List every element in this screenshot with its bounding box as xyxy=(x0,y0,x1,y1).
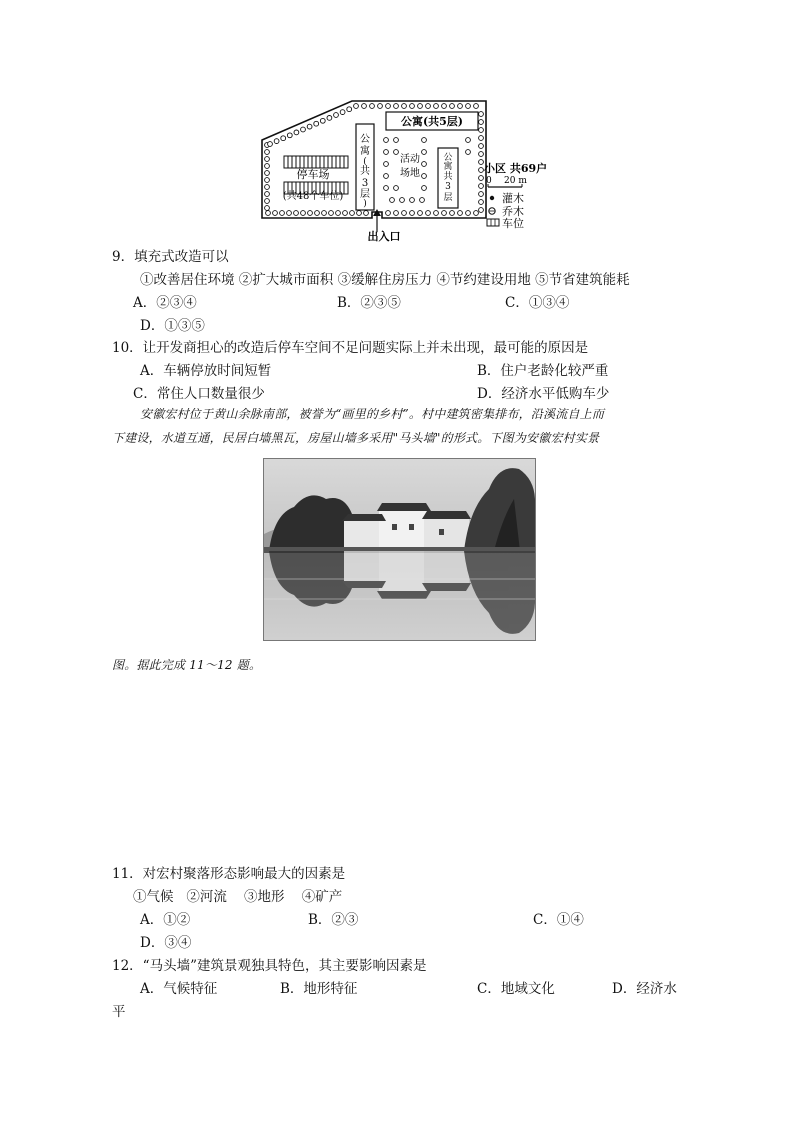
tree-symbol xyxy=(394,186,399,191)
q9-option-b[interactable]: B．②③⑤ xyxy=(337,295,401,311)
tree-symbol xyxy=(273,211,278,216)
tree-symbol xyxy=(327,116,332,121)
tree-symbol xyxy=(390,198,395,203)
apartment-right-label-3: 共 xyxy=(443,172,453,182)
tree-symbol xyxy=(280,211,285,216)
tree-symbol xyxy=(400,198,405,203)
q10-option-a[interactable]: A．车辆停放时间短暂 xyxy=(140,363,272,379)
tree-symbol xyxy=(402,104,407,109)
tree-symbol xyxy=(334,113,339,118)
tree-symbol xyxy=(265,206,270,211)
tree-symbol xyxy=(410,198,415,203)
tree-symbol xyxy=(343,211,348,216)
q11-stem: 11．对宏村聚落形态影响最大的因素是 xyxy=(112,866,346,882)
parking-lot xyxy=(283,156,348,202)
apartment-top-label: 公寓(共5层) xyxy=(400,115,464,128)
tree-symbol xyxy=(450,104,455,109)
scale-zero: 0 xyxy=(486,176,492,186)
entrance-label: 出入口 xyxy=(367,230,401,243)
q9-option-a[interactable]: A．②③④ xyxy=(133,295,197,311)
tree-symbol xyxy=(479,152,484,157)
tree-symbol xyxy=(442,104,447,109)
tree-symbol xyxy=(265,171,270,176)
tree-symbol xyxy=(394,138,399,143)
tree-symbol xyxy=(320,118,325,123)
q10-option-c[interactable]: C．常住人口数量很少 xyxy=(133,386,265,402)
tree-symbol xyxy=(394,104,399,109)
legend-tree-label: 乔木 xyxy=(502,205,524,218)
tree-symbol xyxy=(386,104,391,109)
tree-symbol xyxy=(458,211,463,216)
tree-symbol xyxy=(458,104,463,109)
tree-symbol xyxy=(265,199,270,204)
tree-symbol xyxy=(265,164,270,169)
tree-symbol xyxy=(434,211,439,216)
tree-symbol xyxy=(466,104,471,109)
passage-line-2: 下建设，水道互通，民居白墙黑瓦，房屋山墙多采用"马头墙"的形式。下图为安徽宏村实景 xyxy=(112,431,600,445)
tree-symbol xyxy=(386,211,391,216)
tree-symbol xyxy=(422,186,427,191)
tree-symbol xyxy=(410,211,415,216)
q10-stem: 10．让开发商担心的改造后停车空间不足问题实际上并未出现，最可能的原因是 xyxy=(112,340,589,356)
tree-symbol xyxy=(274,139,279,144)
legend-shrub-label: 灌木 xyxy=(502,192,524,205)
tree-symbol xyxy=(294,211,299,216)
q9-choices: ①改善居住环境 ②扩大城市面积 ③缓解住房压力 ④节约建设用地 ⑤节省建筑能耗 xyxy=(140,272,630,288)
q12-option-d-continued: 平 xyxy=(112,1004,126,1020)
tree-symbol xyxy=(354,104,359,109)
tree-symbol xyxy=(329,211,334,216)
tree-symbol xyxy=(479,208,484,213)
tree-symbol xyxy=(434,104,439,109)
tree-symbol xyxy=(287,211,292,216)
tree-symbol xyxy=(474,211,479,216)
tree-symbol xyxy=(466,211,471,216)
legend-parking-symbol xyxy=(487,219,499,226)
tree-symbol xyxy=(384,162,389,167)
q9-option-d[interactable]: D．①③⑤ xyxy=(140,318,205,334)
households-label: 小区 共69户 xyxy=(484,162,548,175)
tree-symbol xyxy=(479,184,484,189)
tree-symbol xyxy=(402,211,407,216)
tree-symbol xyxy=(422,162,427,167)
tree-symbol xyxy=(281,136,286,141)
community-map-svg xyxy=(258,100,548,245)
tree-symbol xyxy=(466,150,471,155)
tree-symbol xyxy=(442,211,447,216)
tree-symbol xyxy=(364,211,369,216)
q12-option-c[interactable]: C．地域文化 xyxy=(477,981,555,997)
q12-option-a[interactable]: A．气候特征 xyxy=(140,981,218,997)
q9-stem: 9．填充式改造可以 xyxy=(112,249,229,265)
tree-symbol xyxy=(340,110,345,115)
q11-option-d[interactable]: D．③④ xyxy=(140,935,192,951)
apartment-right-label-4: 3 xyxy=(445,182,451,192)
apartment-right-label-0: 公 xyxy=(443,153,453,163)
tree-symbol xyxy=(479,192,484,197)
tree-symbol xyxy=(426,211,431,216)
q9-option-c[interactable]: C．①③④ xyxy=(505,295,570,311)
tree-symbol xyxy=(479,200,484,205)
hongcun-village-photo xyxy=(263,458,536,641)
parking-title: 停车场 xyxy=(296,168,330,181)
tree-symbol xyxy=(268,142,273,147)
tree-symbol xyxy=(418,211,423,216)
apartment-left-label-6: ) xyxy=(363,199,367,209)
q10-option-d[interactable]: D．经济水平低购车少 xyxy=(477,386,610,402)
apartment-right-label-1: 寓 xyxy=(443,162,453,172)
q11-option-c[interactable]: C．①④ xyxy=(533,912,584,928)
tree-symbol xyxy=(422,138,427,143)
tree-symbol xyxy=(350,211,355,216)
tree-symbol xyxy=(479,128,484,133)
tree-symbol xyxy=(266,211,271,216)
q11-option-a[interactable]: A．①② xyxy=(140,912,191,928)
tree-symbol xyxy=(301,211,306,216)
tree-symbol xyxy=(315,211,320,216)
tree-symbol xyxy=(384,174,389,179)
tree-symbol xyxy=(294,130,299,135)
apartment-left-label-5: 层 xyxy=(360,189,370,200)
apartment-right-label-5: 层 xyxy=(443,193,453,203)
q11-choices: ①气候 ②河流 ③地形 ④矿产 xyxy=(133,889,343,905)
tree-symbol xyxy=(479,176,484,181)
tree-symbol xyxy=(322,211,327,216)
tree-symbol xyxy=(307,124,312,129)
q12-stem: 12．“马头墙”建筑景观独具特色，其主要影响因素是 xyxy=(112,958,427,974)
tree-symbol xyxy=(479,112,484,117)
tree-symbol xyxy=(265,178,270,183)
apartment-left-label-0: 公 xyxy=(360,134,370,145)
passage-line-3: 图。据此完成 11～12 题。 xyxy=(112,658,262,672)
scale-dist: 20 m xyxy=(504,176,527,186)
tree-symbol xyxy=(479,144,484,149)
q10-option-b[interactable]: B．住户老龄化较严重 xyxy=(477,363,609,379)
tree-symbol xyxy=(479,120,484,125)
legend-parking-label: 车位 xyxy=(502,217,524,230)
tree-symbol xyxy=(426,104,431,109)
tree-symbol xyxy=(378,104,383,109)
q12-option-b[interactable]: B．地形特征 xyxy=(280,981,358,997)
tree-symbol xyxy=(479,168,484,173)
tree-symbol xyxy=(384,186,389,191)
apartment-left-label-2: ( xyxy=(363,157,367,167)
tree-symbol xyxy=(420,198,425,203)
tree-symbol xyxy=(362,104,367,109)
tree-symbol xyxy=(347,107,352,112)
tree-symbol xyxy=(384,150,389,155)
activity-label-1: 场地 xyxy=(400,168,420,179)
tree-symbol xyxy=(314,121,319,126)
tree-symbol xyxy=(394,150,399,155)
parking-count: (共48个车位) xyxy=(282,191,344,202)
tree-symbol xyxy=(265,150,270,155)
apartment-left-label-3: 共 xyxy=(360,166,370,177)
q11-option-b[interactable]: B．②③ xyxy=(308,912,359,928)
tree-symbol xyxy=(308,211,313,216)
tree-symbol xyxy=(301,127,306,132)
tree-symbol xyxy=(357,211,362,216)
tree-symbol xyxy=(479,160,484,165)
apartment-left-label-1: 寓 xyxy=(360,146,370,157)
tree-symbol xyxy=(466,138,471,143)
apartment-left-label-4: 3 xyxy=(361,178,369,189)
tree-symbol xyxy=(265,185,270,190)
tree-symbol xyxy=(479,136,484,141)
tree-symbol xyxy=(384,138,389,143)
tree-symbol xyxy=(450,211,455,216)
tree-symbol xyxy=(422,150,427,155)
tree-symbol xyxy=(287,133,292,138)
tree-symbol xyxy=(422,174,427,179)
activity-label-0: 活动 xyxy=(400,154,420,165)
tree-symbol xyxy=(418,104,423,109)
tree-symbol xyxy=(370,104,375,109)
q12-option-d[interactable]: D．经济水 xyxy=(612,981,677,997)
tree-symbol xyxy=(336,211,341,216)
community-map-figure xyxy=(258,100,548,245)
passage-line-1: 安徽宏村位于黄山余脉南部，被誉为“画里的乡村”。村中建筑密集排布，沿溪流自上而 xyxy=(140,407,605,421)
tree-symbol xyxy=(410,104,415,109)
legend-shrub-symbol xyxy=(490,196,494,200)
tree-symbol xyxy=(474,104,479,109)
tree-symbol xyxy=(265,157,270,162)
tree-symbol xyxy=(265,192,270,197)
tree-symbol xyxy=(394,211,399,216)
